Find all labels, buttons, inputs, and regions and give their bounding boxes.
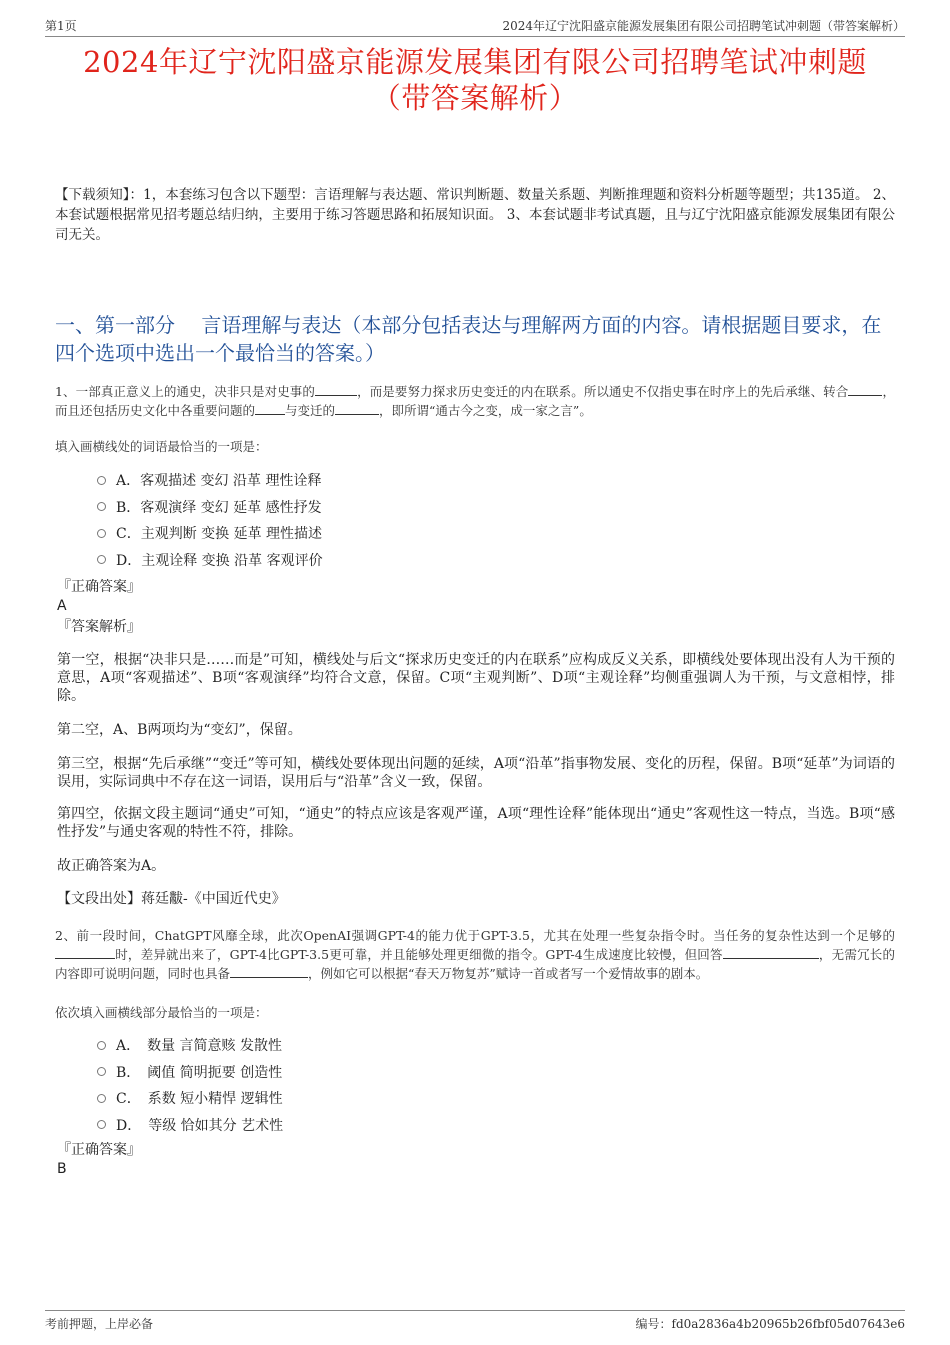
radio-icon[interactable]: [97, 1120, 106, 1129]
footer-document-id: 编号：fd0a2836a4b20965b26fbf05d07643e6: [635, 1317, 905, 1331]
q2-option-c[interactable]: C． 系数 短小精悍 逻辑性: [97, 1085, 697, 1112]
document-title: [40, 44, 910, 116]
analysis-paragraph: 第四空，依据文段主题词“通史”可知，“通史”的特点应该是客观严谨，A项“理性诠释”能体现出“通史”客观性这一特点，当选。B项“感性抒发”与通史客观的特性不符，排除。: [57, 806, 895, 840]
q1-analysis: [57, 651, 895, 875]
radio-icon[interactable]: [97, 1067, 106, 1076]
q2-answer-heading: 『正确答案』: [57, 1142, 141, 1158]
q1-blank-1: [315, 383, 357, 396]
q1-blank-2: [848, 383, 882, 396]
q1-option-d[interactable]: D．主观诠释 变换 沿革 客观评价: [97, 547, 697, 574]
radio-icon[interactable]: [97, 529, 106, 538]
radio-icon[interactable]: [97, 555, 106, 564]
radio-icon[interactable]: [97, 476, 106, 485]
q1-source: 【文段出处】蒋廷黻-《中国近代史》: [57, 891, 286, 907]
page-header: [45, 14, 905, 37]
section-title: 一、第一部分 言语理解与表达（本部分包括表达与理解两方面的内容。请根据题目要求，在四个选项中选出一个最恰当的答案。）: [55, 313, 882, 365]
document-title-line1: 2024年辽宁沈阳盛京能源发展集团有限公司招聘笔试冲刺题: [83, 45, 867, 79]
q2-blank-2: [723, 946, 819, 959]
q2-option-b[interactable]: B． 阈值 简明扼要 创造性: [97, 1059, 697, 1086]
q1-blank-3: [255, 402, 285, 415]
footer-slogan: 考前押题，上岸必备: [45, 1317, 154, 1331]
q1-blank-4: [335, 402, 379, 415]
analysis-paragraph: 第二空，A、B两项均为“变幻”，保留。: [57, 722, 302, 738]
radio-icon[interactable]: [97, 1094, 106, 1103]
radio-icon[interactable]: [97, 502, 106, 511]
analysis-paragraph: 第一空，根据“决非只是……而是”可知，横线处与后文“探求历史变迁的内在联系”应构成反义关系，即横线处要体现出没有人为干预的意思，A项“客观描述”、B项“客观演绎”均符合文意，保留。C项“主观判断”、D项“主观诠释”均侧重强调人为干预，与文意相悖，排除。: [57, 652, 895, 704]
q2-answer: B: [57, 1161, 67, 1177]
q1-option-c[interactable]: C．主观判断 变换 延革 理性描述: [97, 520, 697, 547]
q2-options: [97, 1032, 697, 1138]
running-title: 2024年辽宁沈阳盛京能源发展集团有限公司招聘笔试冲刺题（带答案解析）: [502, 19, 905, 33]
analysis-paragraph: 故正确答案为A。: [57, 858, 166, 874]
q2-prompt: 依次填入画横线部分最恰当的一项是：: [55, 1005, 268, 1020]
q1-option-b[interactable]: B．客观演绎 变幻 延革 感性抒发: [97, 494, 697, 521]
q2-option-a[interactable]: A． 数量 言简意赅 发散性: [97, 1032, 697, 1059]
q1-answer: A: [57, 598, 67, 614]
q1-answer-heading: 『正确答案』: [57, 579, 141, 595]
q2-option-d[interactable]: D． 等级 恰如其分 艺术性: [97, 1112, 697, 1139]
page-footer: [45, 1310, 905, 1332]
q1-options: [97, 467, 697, 573]
q1-stem: 1、一部真正意义上的通史，决非只是对史事的 ，而是要努力探求历史变迁的内在联系。所以通史不仅指史事在时序上的先后承继、转合 ，而且还包括历史文化中各重要问题的 与变迁的 ，即所谓“通古今之变，成一家之言”。: [55, 384, 895, 418]
page-number: 第1页: [45, 19, 77, 33]
q1-option-a[interactable]: A．客观描述 变幻 沿革 理性诠释: [97, 467, 697, 494]
radio-icon[interactable]: [97, 1041, 106, 1050]
q2-blank-1: [55, 946, 115, 959]
document-title-line2: （带答案解析）: [371, 81, 579, 115]
q1-analysis-heading: 『答案解析』: [57, 619, 141, 635]
q2-stem: 2、前一段时间，ChatGPT风靡全球，此次OpenAI强调GPT-4的能力优于GPT-3.5，尤其在处理一些复杂指令时。当任务的复杂性达到一个足够的时，差异就出来了，GPT-4比GPT-3.5更可靠，并且能够处理更细微的指令。GPT-4生成速度比较慢，但回答 ，无需冗长的内容即可说明问题，同时也具备 ，例如它可以根据“春天万物复苏”赋诗一首或者写一个爱情故事的剧本。: [55, 928, 895, 981]
download-notice: 【下载须知】：1，本套练习包含以下题型：言语理解与表达题、常识判断题、数量关系题、判断推理题和资料分析题等题型；共135道。 2、本套试题根据常见招考题总结归纳，主要用于练习答题思路和拓展知识面。 3、本套试题非考试真题，且与辽宁沈阳盛京能源发展集团有限公司无关。: [55, 187, 895, 243]
analysis-paragraph: 第三空，根据“先后承继”“变迁”等可知，横线处要体现出问题的延续，A项“沿革”指事物发展、变化的历程，保留。B项“延革”为词语的误用，实际词典中不存在这一词语，误用后与“沿革”含义一致，保留。: [57, 756, 895, 790]
q1-prompt: 填入画横线处的词语最恰当的一项是：: [55, 439, 268, 454]
q2-blank-3: [230, 965, 308, 978]
